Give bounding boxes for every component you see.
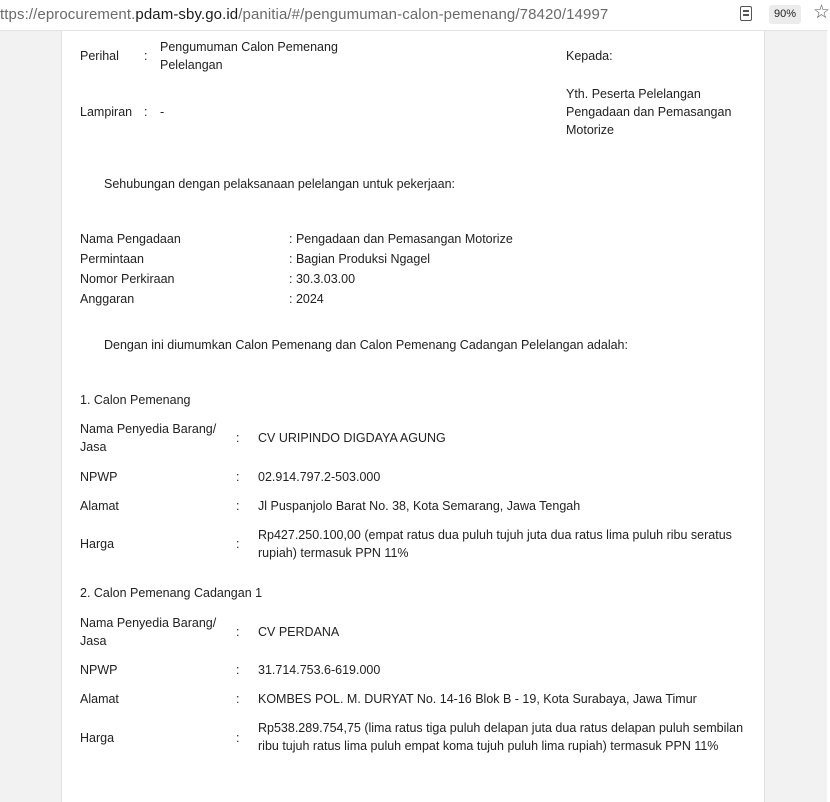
- winner-1-name-label: Nama Penyedia Barang/ Jasa: [80, 422, 217, 454]
- winner-1-address-colon: :: [236, 499, 240, 513]
- winner-1-price-colon: :: [236, 537, 240, 551]
- perihal-label: Perihal: [80, 49, 119, 63]
- announcement-document: [61, 31, 765, 802]
- winner-1-price-label: Harga: [80, 537, 115, 551]
- browser-toolbar: [0, 0, 830, 31]
- winner-2-npwp-label: NPWP: [80, 663, 118, 677]
- detail-value-nama-pengadaan: : Pengadaan dan Pemasangan Motorize: [289, 232, 513, 246]
- winner-2-price-value: Rp538.289.754,75 (lima ratus tiga puluh delapan juta dua ratus delapan puluh sembilan ribu tujuh ratus lima puluh empat koma tujuh puluh lima rupiah) termasuk PPN 11%: [258, 721, 744, 753]
- url-prefix: ttps://eprocurement.: [0, 6, 136, 23]
- detail-value-anggaran: : 2024: [289, 292, 324, 306]
- recipient: Yth. Peserta Pelelangan Pengadaan dan Pemasangan Motorize: [566, 87, 732, 137]
- winner-2-price-label: Harga: [80, 731, 115, 745]
- detail-label-nama-pengadaan: Nama Pengadaan: [80, 232, 181, 246]
- kepada-label: Kepada:: [566, 49, 613, 63]
- perihal-colon: :: [144, 49, 148, 63]
- winner-2-address-value: KOMBES POL. M. DURYAT No. 14-16 Blok B - 19, Kota Surabaya, Jawa Timur: [258, 692, 697, 706]
- detail-value-permintaan: : Bagian Produksi Ngagel: [289, 252, 431, 266]
- winner-2-npwp-colon: :: [236, 663, 240, 677]
- reader-view-icon[interactable]: [740, 6, 752, 21]
- zoom-level-badge[interactable]: 90%: [769, 5, 801, 24]
- winner-1-heading: 1. Calon Pemenang: [80, 393, 191, 407]
- winner-2-name-colon: :: [236, 625, 240, 639]
- detail-label-anggaran: Anggaran: [80, 292, 135, 306]
- winner-1-npwp-label: NPWP: [80, 470, 118, 484]
- winner-2-address-colon: :: [236, 692, 240, 706]
- bookmark-star-icon[interactable]: ☆: [813, 2, 830, 23]
- winner-2-name-label: Nama Penyedia Barang/ Jasa: [80, 616, 217, 648]
- detail-label-permintaan: Permintaan: [80, 252, 144, 266]
- address-bar[interactable]: [0, 6, 608, 23]
- lampiran-label: Lampiran: [80, 105, 133, 119]
- winner-1-address-value: Jl Puspanjolo Barat No. 38, Kota Semarang, Jawa Tengah: [258, 499, 581, 513]
- intro-text: Sehubungan dengan pelaksanaan pelelangan untuk pekerjaan:: [104, 177, 455, 191]
- winner-1-price-value: Rp427.250.100,00 (empat ratus dua puluh tujuh juta dua ratus lima puluh ribu seratus rupiah) termasuk PPN 11%: [258, 528, 732, 560]
- winner-2-heading: 2. Calon Pemenang Cadangan 1: [80, 586, 263, 600]
- winner-1-npwp-value: 02.914.797.2-503.000: [258, 470, 381, 484]
- winner-2-address-label: Alamat: [80, 692, 119, 706]
- winner-1-name-value: CV URIPINDO DIGDAYA AGUNG: [258, 431, 446, 445]
- winner-1-name-colon: :: [236, 431, 240, 445]
- url-host: pdam-sby.go.id: [135, 6, 239, 23]
- url-path: /panitia/#/pengumuman-calon-pemenang/78420/14997: [238, 6, 609, 23]
- winner-2-name-value: CV PERDANA: [258, 625, 340, 639]
- announcement-text: Dengan ini diumumkan Calon Pemenang dan Calon Pemenang Cadangan Pelelangan adalah:: [104, 338, 628, 352]
- winner-2-npwp-value: 31.714.753.6-619.000: [258, 663, 381, 677]
- detail-value-nomor-perkiraan: : 30.3.03.00: [289, 272, 356, 286]
- lampiran-colon: :: [144, 105, 148, 119]
- perihal-value: Pengumuman Calon Pemenang Pelelangan: [160, 40, 338, 72]
- winner-1-npwp-colon: :: [236, 470, 240, 484]
- detail-label-nomor-perkiraan: Nomor Perkiraan: [80, 272, 175, 286]
- lampiran-value: -: [160, 105, 165, 119]
- winner-1-address-label: Alamat: [80, 499, 119, 513]
- winner-2-price-colon: :: [236, 731, 240, 745]
